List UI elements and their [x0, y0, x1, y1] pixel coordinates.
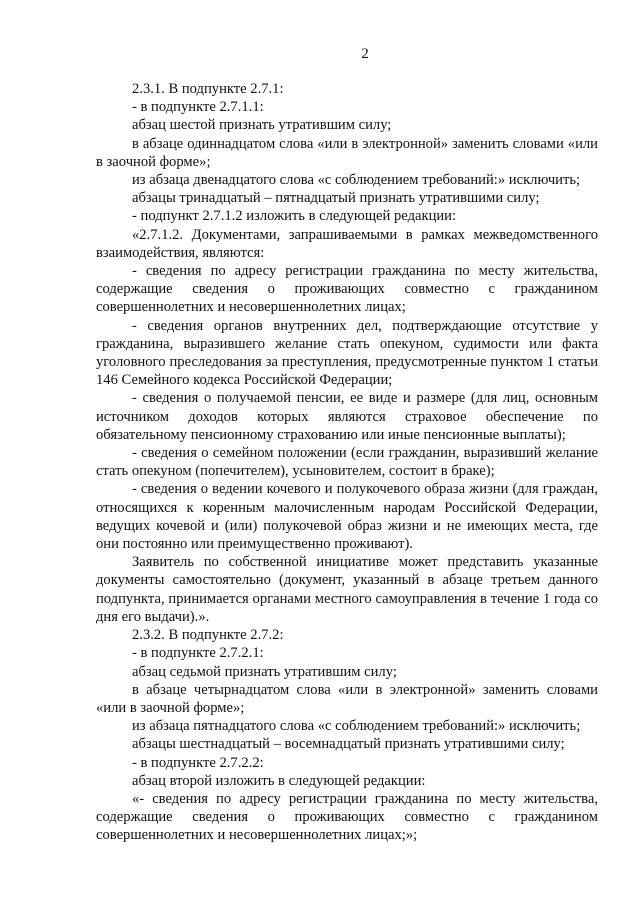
paragraph: из абзаца пятнадцатого слова «с соблюдением требований:» исключить;: [132, 718, 581, 735]
paragraph: в абзаце одиннадцатом слова «или в электронной» заменить словами «или в заочной форме»;: [96, 135, 598, 170]
paragraph: - сведения о семейном положении (если гражданин, выразивший желание стать опекуном (попечителем), усыновителем, состоит в браке);: [96, 445, 598, 480]
paragraph: 2.3.1. В подпункте 2.7.1:: [132, 81, 284, 97]
paragraph: - подпункт 2.7.1.2 изложить в следующей редакции:: [132, 208, 457, 225]
paragraph: - в подпункте 2.7.1.1:: [132, 99, 264, 116]
paragraph: - в подпункте 2.7.2.2:: [132, 754, 264, 771]
document-body: [96, 80, 598, 845]
paragraph: абзацы шестнадцатый – восемнадцатый признать утратившими силу;: [132, 736, 565, 753]
paragraph: - сведения органов внутренних дел, подтверждающие отсутствие у гражданина, выразившего желание стать опекуном, судимости или факта уголовного преследования за преступления, предусмотренные пунктом 1 статьи 146 Семейного кодекса Российской Федерации;: [96, 317, 598, 389]
paragraph: «- сведения по адресу регистрации гражданина по месту жительства, содержащие сведения о проживающих совместно с гражданином совершеннолетних и несовершеннолетних лицах;»;: [96, 790, 598, 844]
paragraph: «2.7.1.2. Документами, запрашиваемыми в рамках межведомственного взаимодействия, являются:: [96, 226, 598, 261]
paragraph: из абзаца двенадцатого слова «с соблюдением требований:» исключить;: [132, 172, 581, 189]
paragraph: - сведения о ведении кочевого и полукочевого образа жизни (для граждан, относящихся к коренным малочисленным народам Российской Федерации, ведущих кочевой и (или) полукочевой образ жизни и не имеющих места, где они постоянно или преимущественно проживают).: [96, 481, 598, 553]
paragraph: абзац шестой признать утратившим силу;: [132, 117, 392, 134]
paragraph: абзацы тринадцатый – пятнадцатый признать утратившими силу;: [132, 190, 540, 207]
paragraph: в абзаце четырнадцатом слова «или в электронной» заменить словами «или в заочной форме»;: [96, 681, 598, 716]
paragraph: абзац седьмой признать утратившим силу;: [132, 663, 397, 680]
paragraph: абзац второй изложить в следующей редакции:: [132, 772, 426, 789]
paragraph: 2.3.2. В подпункте 2.7.2:: [132, 627, 284, 644]
paragraph: - в подпункте 2.7.2.1:: [132, 645, 264, 662]
paragraph: - сведения о получаемой пенсии, ее виде и размере (для лиц, основным источником доходов которых являются страховое обеспечение по обязательному пенсионному страхованию или иные пенсионные выплаты);: [96, 390, 598, 443]
page-number: 2: [361, 46, 369, 62]
paragraph: Заявитель по собственной инициативе может представить указанные документы самостоятельно (документ, указанный в абзаце третьем данного подпункта, принимается органами местного самоуправления в течение 1 года со дня его выдачи).».: [96, 554, 598, 625]
paragraph: - сведения по адресу регистрации гражданина по месту жительства, содержащие сведения о проживающих совместно с гражданином совершеннолетних и несовершеннолетних лицах;: [96, 263, 598, 316]
